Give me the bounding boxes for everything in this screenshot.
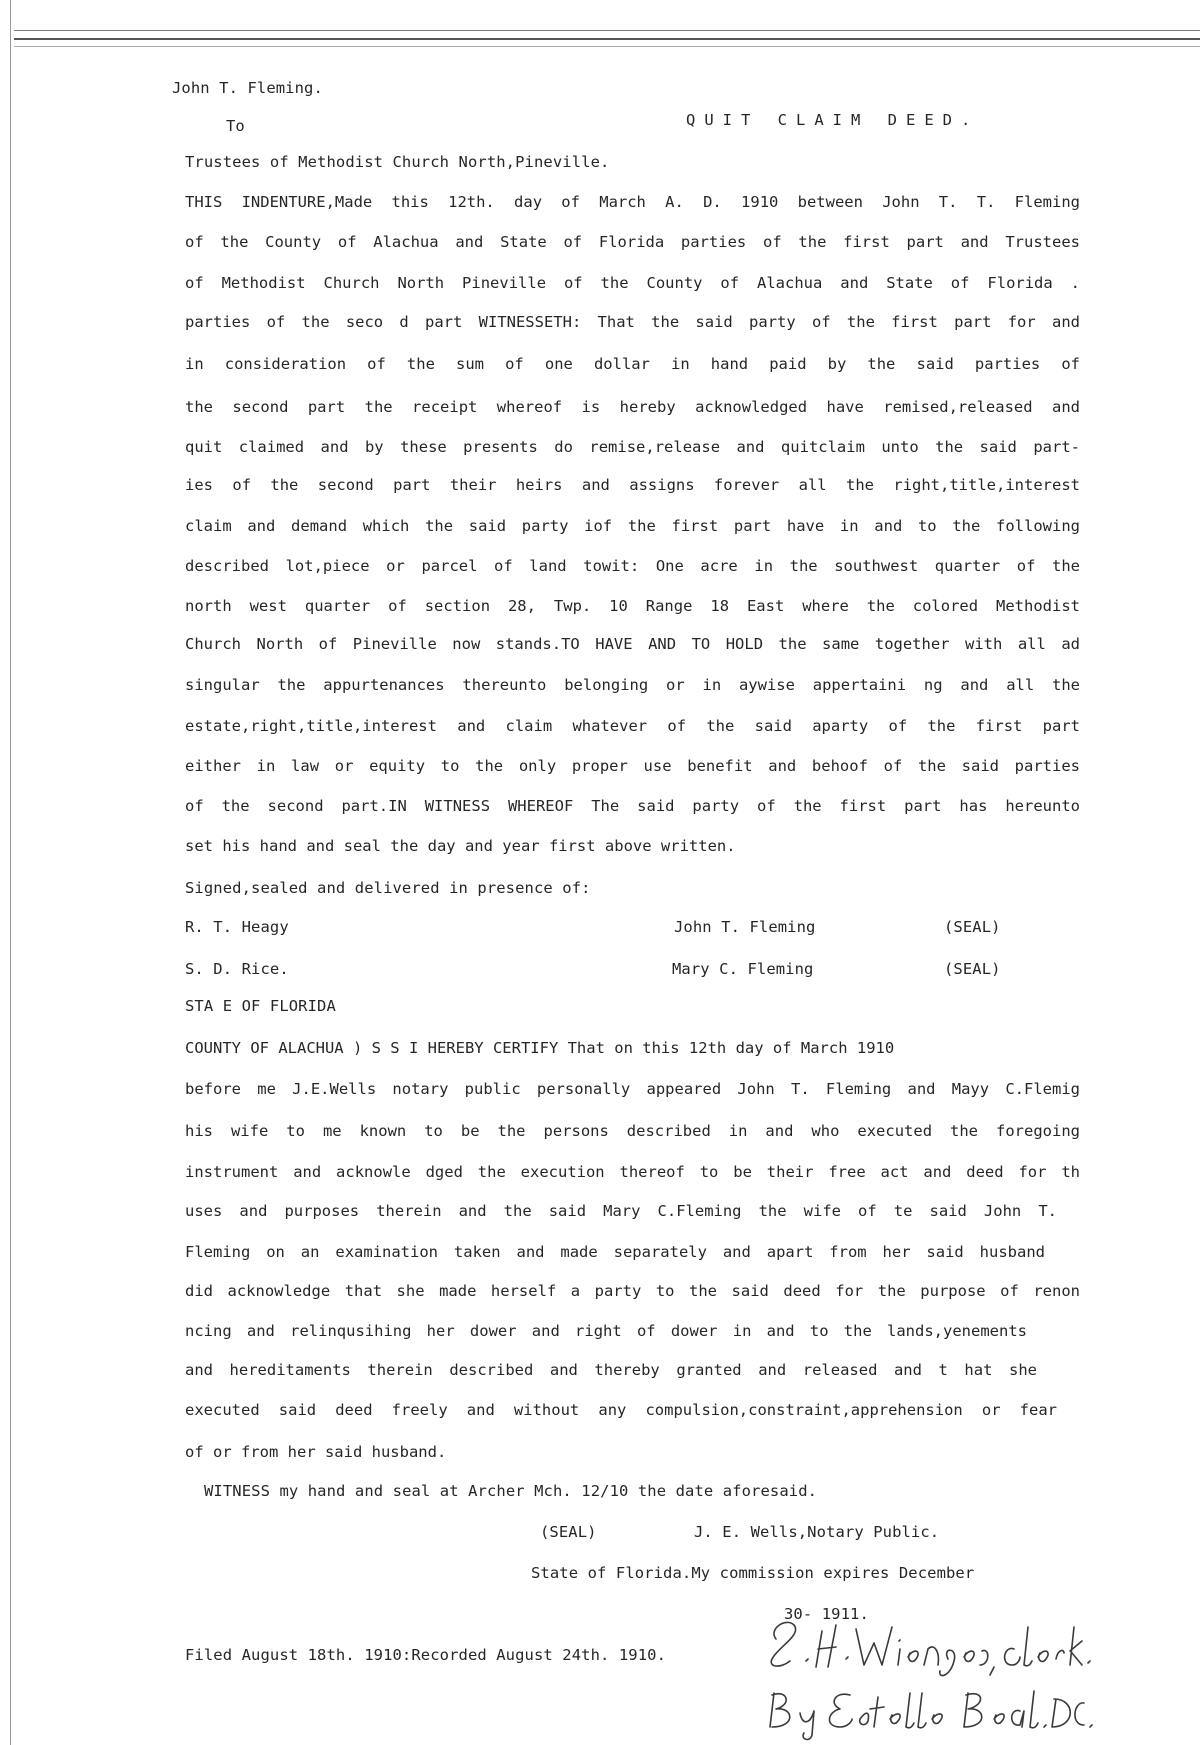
signer-name: Mary C. Fleming — [672, 960, 814, 978]
indenture-line: of Methodist Church North Pineville of the County of Alachua and State of Florida . — [185, 274, 1080, 292]
indenture-line: claim and demand which the said party iof the first part have in and to the following — [185, 517, 1080, 535]
indenture-line: the second part the receipt whereof is hereby acknowledged have remised,released and — [185, 398, 1080, 416]
acknowledgment-line: ncing and relinqusihing her dower and right of dower in and to the lands,yenements — [185, 1322, 1027, 1340]
witness-name: S. D. Rice. — [185, 960, 289, 978]
indenture-line: described lot,piece or parcel of land towit: One acre in the southwest quarter of the — [185, 557, 1080, 575]
acknowledgment-line: instrument and acknowle dged the execution thereof to be their free act and deed for th — [185, 1163, 1080, 1181]
signed-in-presence: Signed,sealed and delivered in presence of: — [185, 879, 591, 897]
indenture-line: of the second part.IN WITNESS WHEREOF The said party of the first part has hereunto — [185, 797, 1080, 815]
indenture-line: north west quarter of section 28, Twp. 10 Range 18 East where the colored Methodist — [185, 597, 1080, 615]
witness-name: R. T. Heagy — [185, 918, 289, 936]
acknowledgment-line: his wife to me known to be the persons described in and who executed the foregoing — [185, 1122, 1080, 1140]
to-label: To — [226, 117, 245, 135]
document-title: QUIT CLAIM DEED. — [686, 111, 980, 129]
commission-line: State of Florida.My commission expires December — [531, 1564, 975, 1582]
indenture-line: Church North of Pineville now stands.TO HAVE AND TO HOLD the same together with all ad — [185, 635, 1080, 653]
indenture-line: either in law or equity to the only proper use benefit and behoof of the said parties — [185, 757, 1080, 775]
indenture-line: ies of the second part their heirs and assigns forever all the right,title,interest — [185, 476, 1080, 494]
notary-name: J. E. Wells,Notary Public. — [694, 1523, 940, 1541]
indenture-line: in consideration of the sum of one dollar in hand paid by the said parties of — [185, 355, 1080, 373]
clerk-signature-line1: S. H. Wienges, Clerk. — [764, 1677, 777, 1678]
indenture-line: set his hand and seal the day and year first above written. — [185, 837, 736, 855]
acknowledgment-line: of or from her said husband. — [185, 1443, 447, 1461]
grantor-name: John T. Fleming. — [172, 79, 323, 97]
notary-witness-line: WITNESS my hand and seal at Archer Mch. 12/10 the date aforesaid. — [204, 1482, 818, 1500]
clerk-signature — [758, 1607, 1098, 1742]
indenture-line: singular the appurtenances thereunto belonging or in aywise appertaini ng and all the — [185, 676, 1080, 694]
indenture-line: estate,right,title,interest and claim whatever of the said aparty of the first part — [185, 717, 1080, 735]
acknowledgment-line: COUNTY OF ALACHUA ) S S I HEREBY CERTIFY That on this 12th day of March 1910 — [185, 1039, 895, 1057]
filing-record: Filed August 18th. 1910:Recorded August 24th. 1910. — [185, 1646, 667, 1664]
indenture-line: of the County of Alachua and State of Florida parties of the first part and Trustees — [185, 233, 1080, 251]
seal-mark: (SEAL) — [944, 960, 1001, 978]
indenture-line: quit claimed and by these presents do remise,release and quitclaim unto the said part- — [185, 438, 1080, 456]
state-heading: STA E OF FLORIDA — [185, 997, 336, 1015]
acknowledgment-line: before me J.E.Wells notary public personally appeared John T. Fleming and Mayy C.Flemig — [185, 1080, 1080, 1098]
commission-expiry: 30- 1911. — [784, 1605, 869, 1623]
acknowledgment-line: executed said deed freely and without any compulsion,constraint,apprehension or fear — [185, 1401, 1057, 1419]
clerk-signature-line2: By Estelle Beal. D. C. — [764, 1737, 778, 1738]
acknowledgment-line: Fleming on an examination taken and made separately and apart from her said husband — [185, 1243, 1045, 1261]
acknowledgment-line: uses and purposes therein and the said Mary C.Fleming the wife of te said John T. — [185, 1202, 1057, 1220]
header-rule-top — [14, 30, 1200, 31]
acknowledgment-line: did acknowledge that she made herself a party to the said deed for the purpose of renon — [185, 1282, 1080, 1300]
header-rule-bottom — [14, 46, 1200, 47]
notary-seal: (SEAL) — [540, 1523, 597, 1541]
acknowledgment-line: and hereditaments therein described and thereby granted and released and t hat she — [185, 1361, 1037, 1379]
header-rule-middle — [14, 38, 1200, 40]
grantee-name: Trustees of Methodist Church North,Pineville. — [185, 153, 610, 171]
signer-name: John T. Fleming — [674, 918, 816, 936]
indenture-line: THIS INDENTURE,Made this 12th. day of March A. D. 1910 between John T. T. Fleming — [185, 193, 1080, 211]
seal-mark: (SEAL) — [944, 918, 1001, 936]
indenture-line: parties of the seco d part WITNESSETH: That the said party of the first part for and — [185, 313, 1080, 331]
